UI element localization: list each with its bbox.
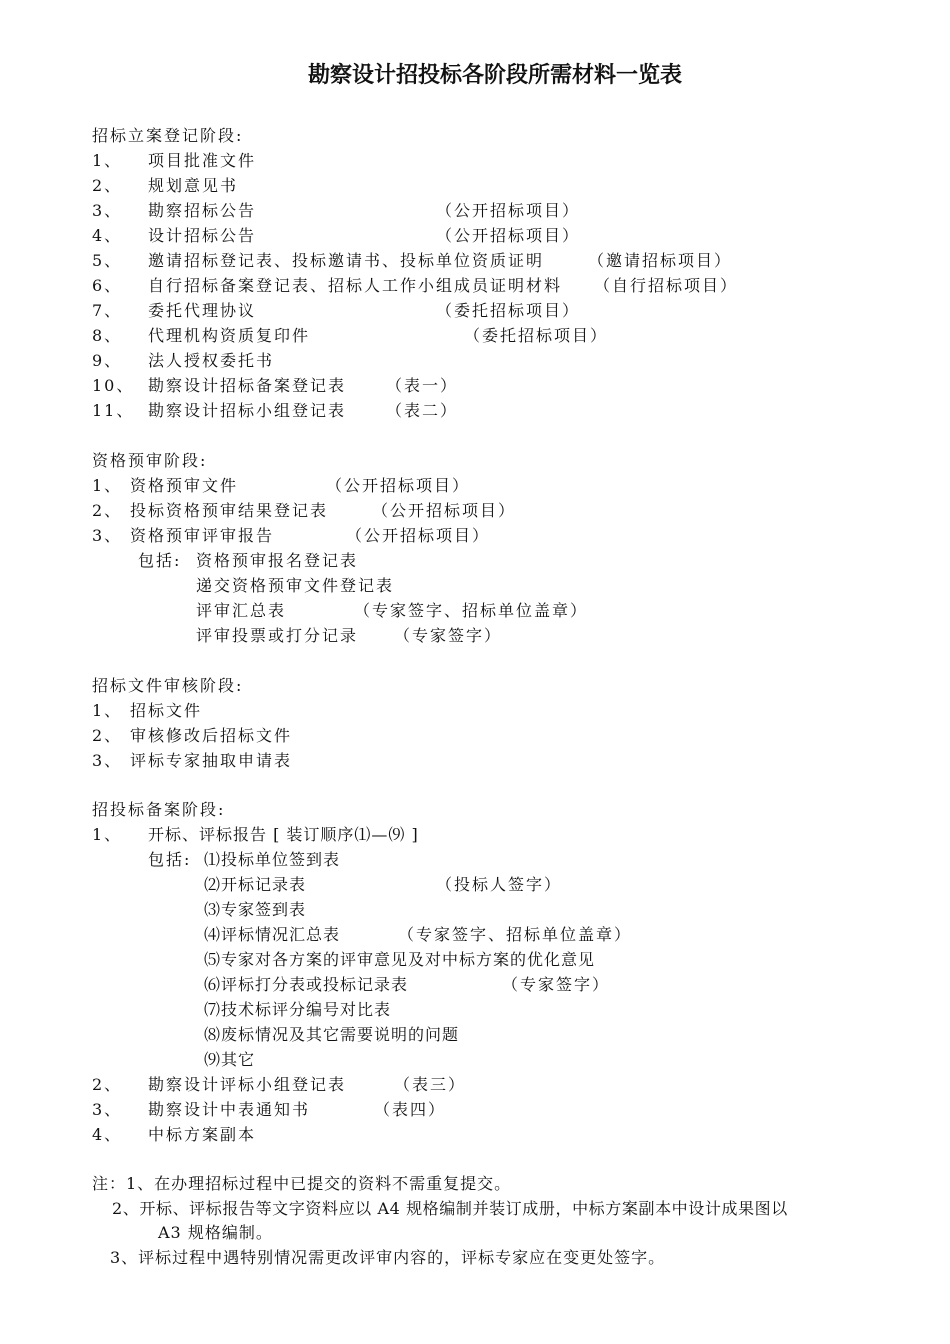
list-item: 邀请招标登记表、投标邀请书、投标单位资质证明 — [148, 251, 545, 270]
list-item-note: （公开招标项目） — [346, 526, 491, 545]
list-number: 2、 — [92, 1075, 123, 1094]
sub-item-note: （投标人签字） — [436, 875, 563, 894]
list-number: 2、 — [92, 726, 123, 745]
list-item: 勘察招标公告 — [148, 201, 257, 220]
list-number: 6、 — [92, 276, 123, 295]
sub-item-note: （专家签字） — [502, 975, 611, 994]
list-number: 11、 — [92, 401, 135, 420]
sub-item: ⑼其它 — [204, 1050, 256, 1069]
sub-item: ⑵开标记录表 — [204, 875, 307, 894]
list-item: 审核修改后招标文件 — [130, 726, 293, 745]
list-item-note: （委托招标项目） — [436, 301, 581, 320]
sub-item: ⑶专家签到表 — [204, 900, 307, 919]
list-number: 4、 — [92, 1125, 123, 1144]
list-number: 3、 — [92, 1100, 123, 1119]
sub-item-note: （专家签字、招标单位盖章） — [398, 925, 633, 944]
list-number: 3、 — [92, 201, 123, 220]
list-item: 项目批准文件 — [148, 151, 257, 170]
list-number: 3、 — [92, 526, 123, 545]
list-item: 勘察设计招标小组登记表 — [148, 401, 347, 420]
note-2-continued: A3 规格编制。 — [158, 1223, 273, 1242]
include-label: 包括: — [148, 850, 192, 869]
note-1: 注：1、在办理招标过程中已提交的资料不需重复提交。 — [92, 1174, 512, 1193]
list-number: 8、 — [92, 326, 123, 345]
list-number: 5、 — [92, 251, 123, 270]
list-item: 资格预审评审报告 — [130, 526, 275, 545]
list-item: 勘察设计中表通知书 — [148, 1100, 311, 1119]
list-item-note: （表四） — [374, 1100, 447, 1119]
sub-item: 递交资格预审文件登记表 — [196, 576, 395, 595]
sub-item-note: （专家签字） — [394, 626, 503, 645]
list-item: 自行招标备案登记表、招标人工作小组成员证明材料 — [148, 276, 563, 295]
list-item: 设计招标公告 — [148, 226, 257, 245]
list-item-note: （表三） — [394, 1075, 467, 1094]
list-item: 规划意见书 — [148, 176, 239, 195]
section-heading-registration: 招标立案登记阶段: — [92, 126, 244, 145]
list-item: 中标方案副本 — [148, 1125, 257, 1144]
list-item-note: （公开招标项目） — [372, 501, 517, 520]
list-item-note: （自行招标项目） — [594, 276, 739, 295]
list-item-note: （委托招标项目） — [464, 326, 609, 345]
note-3: 3、评标过程中遇特别情况需更改评审内容的，评标专家应在变更处签字。 — [110, 1248, 666, 1267]
list-item-note: （公开招标项目） — [436, 226, 581, 245]
list-number: 10、 — [92, 376, 135, 395]
page-title: 勘察设计招投标各阶段所需材料一览表 — [307, 62, 682, 88]
sub-item: 评审投票或打分记录 — [196, 626, 359, 645]
list-number: 1、 — [92, 476, 123, 495]
list-number: 7、 — [92, 301, 123, 320]
list-number: 2、 — [92, 501, 123, 520]
include-label: 包括: — [138, 551, 182, 570]
list-number: 1、 — [92, 151, 123, 170]
list-number: 4、 — [92, 226, 123, 245]
sub-item: ⑷评标情况汇总表 — [204, 925, 341, 944]
sub-item-note: （专家签字、招标单位盖章） — [354, 601, 589, 620]
list-item-note: （公开招标项目） — [326, 476, 471, 495]
list-item-note: （表二） — [386, 401, 459, 420]
list-number: 9、 — [92, 351, 123, 370]
sub-item: ⑹评标打分表或投标记录表 — [204, 975, 409, 994]
list-item: 代理机构资质复印件 — [148, 326, 311, 345]
list-item: 勘察设计评标小组登记表 — [148, 1075, 347, 1094]
list-item-note: （邀请招标项目） — [588, 251, 733, 270]
section-heading-filing: 招投标备案阶段: — [92, 800, 226, 819]
sub-item: 评审汇总表 — [196, 601, 287, 620]
list-item-note: （表一） — [386, 376, 459, 395]
list-item: 开标、评标报告 [ 装订顺序⑴—⑼ ] — [148, 825, 419, 844]
sub-item: 资格预审报名登记表 — [196, 551, 359, 570]
sub-item: ⑻废标情况及其它需要说明的问题 — [204, 1025, 460, 1044]
list-item: 评标专家抽取申请表 — [130, 751, 293, 770]
note-2: 2、开标、评标报告等文字资料应以 A4 规格编制并装订成册，中标方案副本中设计成果图以 — [112, 1199, 788, 1218]
list-item: 资格预审文件 — [130, 476, 239, 495]
section-heading-prequalification: 资格预审阶段: — [92, 451, 208, 470]
list-item-note: （公开招标项目） — [436, 201, 581, 220]
sub-item: ⑺技术标评分编号对比表 — [204, 1000, 392, 1019]
list-number: 3、 — [92, 751, 123, 770]
sub-item: ⑸专家对各方案的评审意见及对中标方案的优化意见 — [204, 950, 596, 969]
list-item: 投标资格预审结果登记表 — [130, 501, 329, 520]
section-heading-document-review: 招标文件审核阶段: — [92, 676, 244, 695]
list-item: 勘察设计招标备案登记表 — [148, 376, 347, 395]
list-number: 1、 — [92, 825, 123, 844]
list-item: 法人授权委托书 — [148, 351, 275, 370]
sub-item: ⑴投标单位签到表 — [204, 850, 341, 869]
list-item: 委托代理协议 — [148, 301, 257, 320]
list-number: 1、 — [92, 701, 123, 720]
list-number: 2、 — [92, 176, 123, 195]
list-item: 招标文件 — [130, 701, 203, 720]
